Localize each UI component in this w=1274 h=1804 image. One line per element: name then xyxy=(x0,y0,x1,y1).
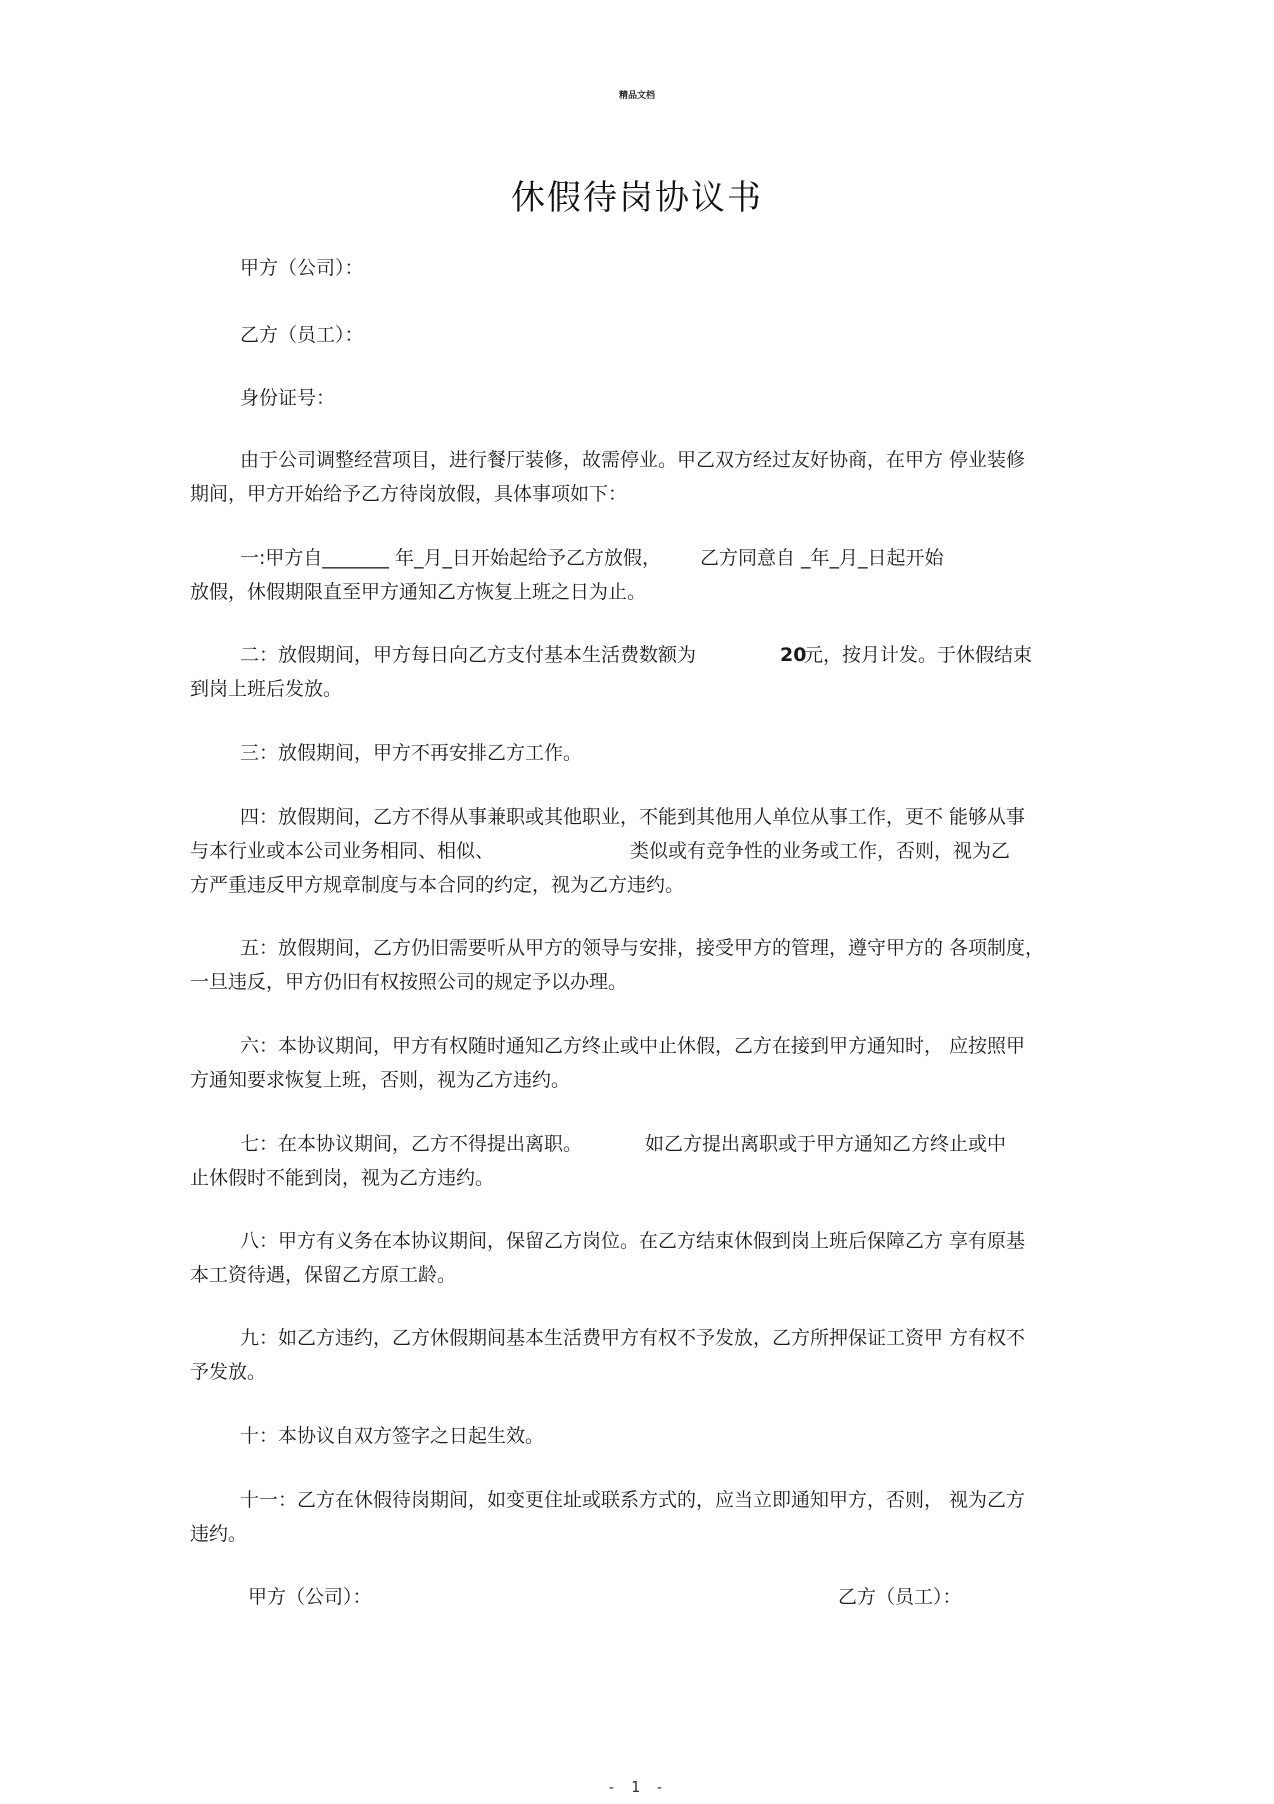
clause-4-line-3: 方严重违反甲方规章制度与本合同的约定，视为乙方违约。 xyxy=(190,874,685,896)
clause-3-line-1: 三：放假期间，甲方不再安排乙方工作。 xyxy=(240,742,583,764)
clause-7-line-2: 止休假时不能到岗，视为乙方违约。 xyxy=(190,1167,495,1189)
clause-5-line-1: 五：放假期间，乙方仍旧需要听从甲方的领导与安排，接受甲方的管理，遵守甲方的 各项制度， xyxy=(240,937,1045,959)
clause-8-line-2: 本工资待遇，保留乙方原工龄。 xyxy=(190,1264,457,1286)
clause-2-amount: 20 xyxy=(780,644,807,666)
page-number: - 1 - xyxy=(606,1778,668,1796)
clause-8-line-1: 八：甲方有义务在本协议期间，保留乙方岗位。在乙方结束休假到岗上班后保障乙方 享有原基 xyxy=(240,1230,1026,1252)
page-title: 休假待岗协议书 xyxy=(511,178,763,218)
clause-7-part-b: 如乙方提出离职或于甲方通知乙方终止或中 xyxy=(645,1133,1007,1155)
clause-9-line-2: 予发放。 xyxy=(190,1361,267,1383)
clause-7-part-a: 七：在本协议期间，乙方不得提出离职。 xyxy=(240,1133,583,1155)
party-b-line: 乙方（员工）： xyxy=(240,324,364,346)
signature-party-b: 乙方（员工）： xyxy=(838,1586,962,1608)
id-number-line: 身份证号： xyxy=(240,387,336,409)
clause-9-line-1: 九：如乙方违约，乙方休假期间基本生活费甲方有权不予发放，乙方所押保证工资甲 方有权不 xyxy=(240,1327,1026,1349)
clause-2-part-b: 元，按月计发。于休假结束 xyxy=(804,644,1033,666)
signature-party-a: 甲方（公司）： xyxy=(248,1586,372,1608)
clause-4-line-2b: 类似或有竞争性的业务或工作，否则，视为乙 xyxy=(630,840,1011,862)
party-a-line: 甲方（公司）： xyxy=(240,257,364,279)
intro-line-1: 由于公司调整经营项目，进行餐厅装修，故需停业。甲乙双方经过友好协商，在甲方 停业装修 xyxy=(240,449,1026,471)
clause-6-line-1: 六：本协议期间，甲方有权随时通知乙方终止或中止休假，乙方在接到甲方通知时， 应按照甲 xyxy=(240,1035,1026,1057)
intro-line-2: 期间，甲方开始给予乙方待岗放假，具体事项如下： xyxy=(190,483,628,505)
clause-5-line-2: 一旦违反，甲方仍旧有权按照公司的规定予以办理。 xyxy=(190,971,628,993)
header-mark: 精品文档 xyxy=(618,91,655,101)
clause-4-line-2a: 与本行业或本公司业务相同、相似、 xyxy=(190,840,495,862)
clause-1-part-a: 一:甲方自_______ 年_月_日开始起给予乙方放假， xyxy=(240,547,661,569)
clause-6-line-2: 方通知要求恢复上班，否则，视为乙方违约。 xyxy=(190,1069,571,1091)
clause-2-line-2: 到岗上班后发放。 xyxy=(190,678,343,700)
clause-1-line-2: 放假，休假期限直至甲方通知乙方恢复上班之日为止。 xyxy=(190,581,647,603)
clause-11-line-1: 十一：乙方在休假待岗期间，如变更住址或联系方式的，应当立即通知甲方，否则， 视为乙方 xyxy=(240,1489,1026,1511)
clause-11-line-2: 违约。 xyxy=(190,1523,248,1545)
clause-4-line-1: 四：放假期间，乙方不得从事兼职或其他职业，不能到其他用人单位从事工作，更不 能够从事 xyxy=(240,806,1026,828)
clause-1-part-b: 乙方同意自 _年_月_日起开始 xyxy=(700,547,944,569)
clause-10-line-1: 十：本协议自双方签字之日起生效。 xyxy=(240,1425,545,1447)
clause-2-part-a: 二：放假期间，甲方每日向乙方支付基本生活费数额为 xyxy=(240,644,697,666)
